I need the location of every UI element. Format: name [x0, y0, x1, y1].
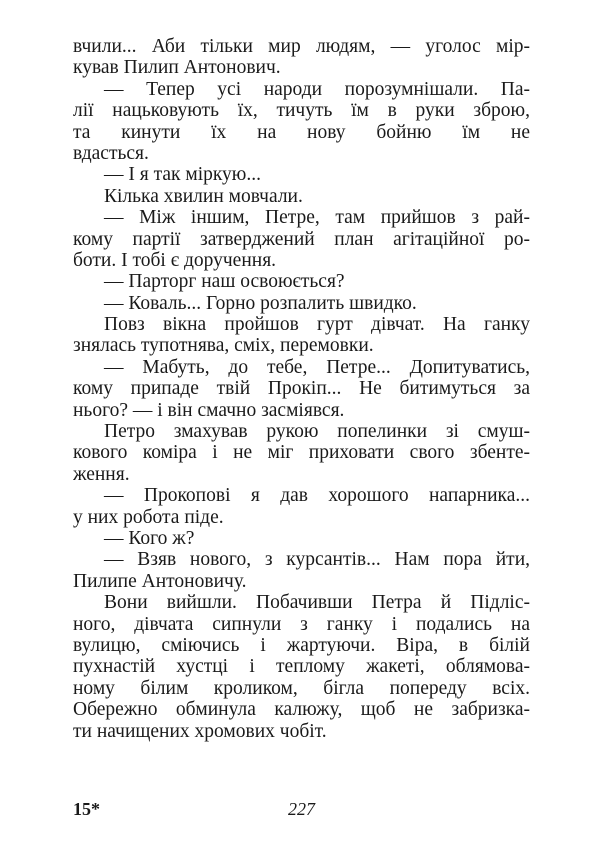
text-line: Обережно обминула калюжу, щоб не забризка-	[73, 699, 530, 721]
text-line: — Взяв нового, з курсантів... Нам пора йти,	[104, 549, 530, 571]
text-line: — Парторг наш освоюється?	[104, 271, 345, 293]
text-line: ному білим кроликом, бігла попереду всіх.	[73, 677, 530, 699]
text-line: боти. І тобі є доручення.	[73, 249, 277, 271]
text-line: Повз вікна пройшов гурт дівчат. На ганку	[104, 314, 530, 336]
page-body-text	[73, 36, 530, 742]
text-line: — І я так міркую...	[104, 164, 261, 186]
text-line: вулицю, сміючись і жартуючи. Віра, в білій	[73, 634, 530, 656]
text-line: — Коваль... Горно розпалить швидко.	[104, 292, 417, 314]
text-line: пухнастій хустці і теплому жакеті, облямова-	[73, 656, 530, 678]
text-line: вчили... Аби тільки мир людям, — уголос мір-	[73, 36, 530, 57]
text-line: — Прокопові я дав хорошого напарника...	[104, 485, 530, 507]
text-line: ти начищених хромових чобіт.	[73, 720, 327, 742]
text-line: нього? — і він смачно засміявся.	[73, 399, 345, 421]
text-line: — Тепер усі народи порозумнішали. Па-	[104, 78, 530, 100]
text-line: лії нацьковують їх, тичуть їм в руки зброю,	[73, 100, 530, 122]
text-line: Петро змахував рукою попелинки зі смуш-	[104, 421, 530, 443]
text-line: у них робота піде.	[73, 506, 224, 528]
text-line: кому партії затверджений план агітаційної ро-	[73, 228, 530, 250]
text-line: Пилипе Антоновичу.	[73, 570, 247, 592]
text-line: ного, дівчата сипнули з ганку і подались на	[73, 613, 530, 635]
text-line: — Кого ж?	[104, 527, 195, 549]
text-line: — Між іншим, Петре, там прийшов з рай-	[104, 207, 530, 229]
text-line: кував Пилип Антонович.	[73, 57, 281, 79]
page-number: 227	[288, 799, 315, 819]
text-line: — Мабуть, до тебе, Петре... Допитуватись,	[104, 356, 530, 378]
text-line: вдасться.	[73, 142, 149, 164]
text-line: та кинути їх на нову бойню їм не	[73, 121, 530, 143]
text-line: кового коміра і не міг приховати свого збенте-	[73, 442, 530, 464]
text-line: кому припаде твій Прокіп... Не битимуться за	[73, 378, 530, 400]
text-line: ження.	[73, 463, 130, 485]
printer-signature-mark: 15*	[73, 799, 100, 819]
text-line: Вони вийшли. Побачивши Петра й Підліс-	[104, 592, 530, 614]
text-line: знялась тупотнява, сміх, перемовки.	[73, 335, 374, 357]
text-line: Кілька хвилин мовчали.	[104, 185, 303, 207]
